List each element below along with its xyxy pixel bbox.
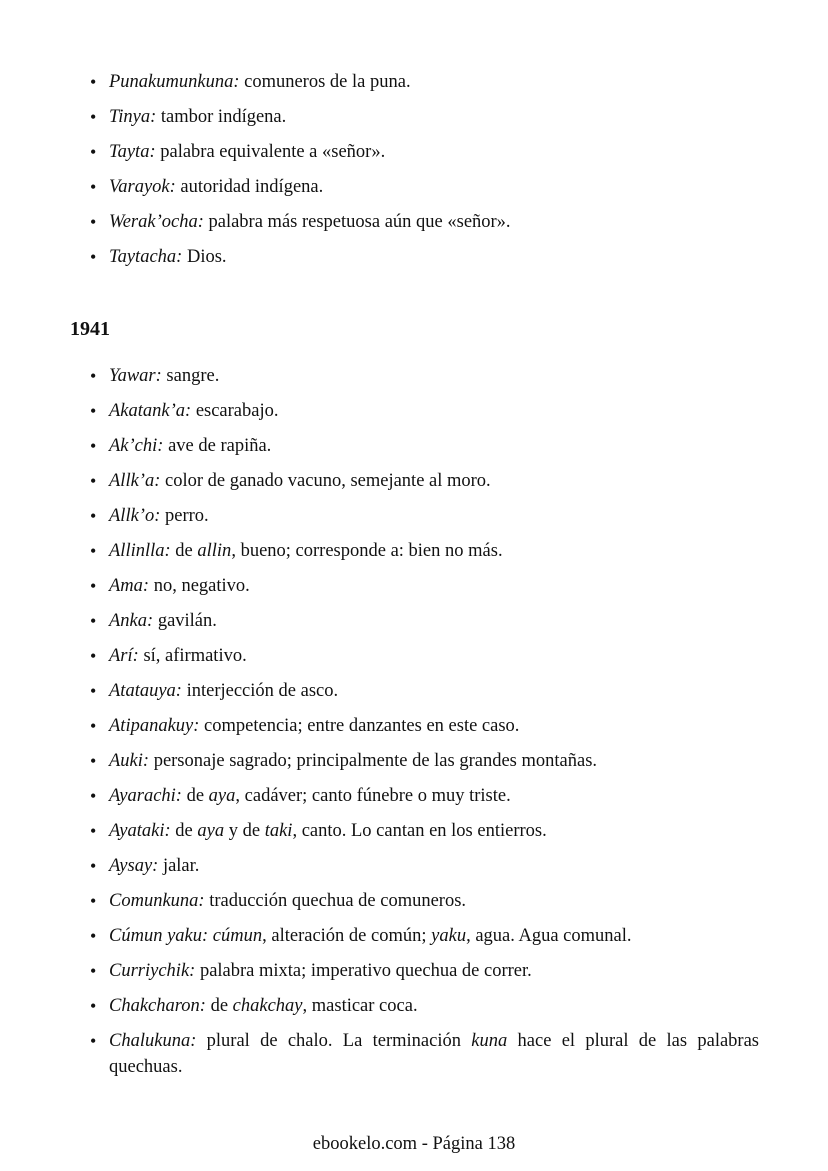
entry-text	[109, 608, 759, 634]
definition-italic: aya	[197, 821, 225, 841]
term: Werak’ocha:	[109, 212, 204, 232]
term: Curriychik:	[109, 961, 196, 981]
bullet-icon: •	[90, 576, 97, 596]
bullet-icon: •	[90, 716, 97, 736]
term: Ak’chi:	[109, 436, 164, 456]
entry-text	[109, 244, 759, 270]
term: Varayok:	[109, 177, 176, 197]
definition-part: , cadáver; canto fúnebre o muy triste.	[235, 786, 511, 806]
term: Arí:	[109, 646, 139, 666]
entry-text	[109, 468, 759, 494]
term: Comunkuna:	[109, 891, 205, 911]
term: Chalukuna:	[109, 1031, 197, 1051]
bullet-icon: •	[90, 611, 97, 631]
definition-part: de	[205, 996, 233, 1016]
bullet-icon: •	[90, 856, 97, 876]
entry-text	[109, 993, 759, 1019]
bullet-icon: •	[90, 541, 97, 561]
bullet-icon: •	[90, 212, 97, 232]
definition: sangre.	[161, 366, 220, 386]
entry-text	[109, 503, 759, 529]
bullet-icon: •	[90, 926, 97, 946]
term: Taytacha:	[109, 247, 183, 267]
definition: tambor indígena.	[156, 107, 287, 127]
page-footer: ebookelo.com - Página 138	[312, 1134, 516, 1154]
entry-text	[109, 853, 759, 879]
entry-text	[109, 363, 759, 389]
definition-part: de	[170, 821, 198, 841]
definition: escarabajo.	[191, 401, 279, 421]
entry-text	[109, 69, 759, 95]
entry-text	[109, 1028, 759, 1080]
entry-text	[109, 958, 759, 984]
term: Aysay:	[109, 856, 159, 876]
term: Tayta:	[109, 142, 156, 162]
bullet-icon: •	[90, 72, 97, 92]
entry-text	[109, 433, 759, 459]
bullet-icon: •	[90, 142, 97, 162]
bullet-icon: •	[90, 1031, 97, 1051]
definition: gavilán.	[153, 611, 217, 631]
definition: sí, afirmativo.	[138, 646, 247, 666]
entry-text	[109, 643, 759, 669]
definition-italic: chakchay	[232, 996, 303, 1016]
definition: color de ganado vacuno, semejante al moro.	[160, 471, 491, 491]
term: Akatank’a:	[109, 401, 192, 421]
entry-text	[109, 888, 759, 914]
definition: autoridad indígena.	[175, 177, 324, 197]
bullet-icon: •	[90, 751, 97, 771]
definition-part: hace el plural de las palabras quechuas.	[109, 1031, 759, 1077]
definition-part: de	[181, 786, 209, 806]
entry-text	[109, 209, 759, 235]
definition-part: de	[170, 541, 198, 561]
bullet-icon: •	[90, 177, 97, 197]
definition: competencia; entre danzantes en este caso.	[199, 716, 520, 736]
entry-text	[109, 104, 759, 130]
section-heading: 1941	[70, 318, 110, 340]
definition: personaje sagrado; principalmente de las grandes montañas.	[149, 751, 598, 771]
definition: palabra más respetuosa aún que «señor».	[203, 212, 511, 232]
definition-italic: taki	[264, 821, 293, 841]
definition-part: , masticar coca.	[302, 996, 418, 1016]
entry-text	[109, 139, 759, 165]
entry-text	[109, 174, 759, 200]
definition-part: , bueno; corresponde a: bien no más.	[231, 541, 503, 561]
definition: Dios.	[182, 247, 227, 267]
entry-text	[109, 538, 759, 564]
term: Atatauya:	[109, 681, 182, 701]
bullet-icon: •	[90, 506, 97, 526]
bullet-icon: •	[90, 996, 97, 1016]
definition: jalar.	[158, 856, 200, 876]
definition: palabra equivalente a «señor».	[155, 142, 386, 162]
definition: ave de rapiña.	[163, 436, 272, 456]
term: Auki:	[109, 751, 150, 771]
definition-part: , canto. Lo cantan en los entierros.	[292, 821, 547, 841]
bullet-icon: •	[90, 681, 97, 701]
definition-italic: aya	[208, 786, 236, 806]
definition-part: , agua. Agua comunal.	[466, 926, 632, 946]
term: Chakcharon:	[109, 996, 206, 1016]
definition: comuneros de la puna.	[239, 72, 411, 92]
bullet-icon: •	[90, 786, 97, 806]
term: Ama:	[109, 576, 150, 596]
entry-text	[109, 923, 759, 949]
entry-text	[109, 783, 759, 809]
term: Ayarachi:	[109, 786, 182, 806]
bullet-icon: •	[90, 821, 97, 841]
entry-text	[109, 818, 759, 844]
bullet-icon: •	[90, 961, 97, 981]
definition-part: y de	[224, 821, 265, 841]
bullet-icon: •	[90, 891, 97, 911]
entry-text	[109, 573, 759, 599]
bullet-icon: •	[90, 471, 97, 491]
definition: palabra mixta; imperativo quechua de correr.	[195, 961, 532, 981]
bullet-icon: •	[90, 107, 97, 127]
entry-text	[109, 748, 759, 774]
definition: interjección de asco.	[181, 681, 339, 701]
bullet-icon: •	[90, 247, 97, 267]
term: Allinlla:	[109, 541, 171, 561]
term: Allk’o:	[109, 506, 161, 526]
bullet-icon: •	[90, 436, 97, 456]
bullet-icon: •	[90, 401, 97, 421]
definition: traducción quechua de comuneros.	[204, 891, 467, 911]
entry-text	[109, 678, 759, 704]
entry-text	[109, 713, 759, 739]
bullet-icon: •	[90, 646, 97, 666]
definition-italic: cúmun	[212, 926, 263, 946]
term: Allk’a:	[109, 471, 161, 491]
definition-part: , alteración de común;	[262, 926, 432, 946]
bullet-icon: •	[90, 366, 97, 386]
term: Yawar:	[109, 366, 162, 386]
definition-italic: yaku	[431, 926, 467, 946]
term: Anka:	[109, 611, 154, 631]
entry-text	[109, 398, 759, 424]
definition-italic: kuna	[471, 1031, 508, 1051]
definition-italic: allin	[197, 541, 232, 561]
definition: no, negativo.	[149, 576, 250, 596]
term: Ayataki:	[109, 821, 171, 841]
definition: perro.	[160, 506, 209, 526]
term: Atipanakuy:	[109, 716, 200, 736]
term: Cúmun yaku:	[109, 926, 209, 946]
definition-part: plural de chalo. La terminación	[196, 1031, 472, 1051]
term: Punakumunkuna:	[109, 72, 240, 92]
term: Tinya:	[109, 107, 157, 127]
